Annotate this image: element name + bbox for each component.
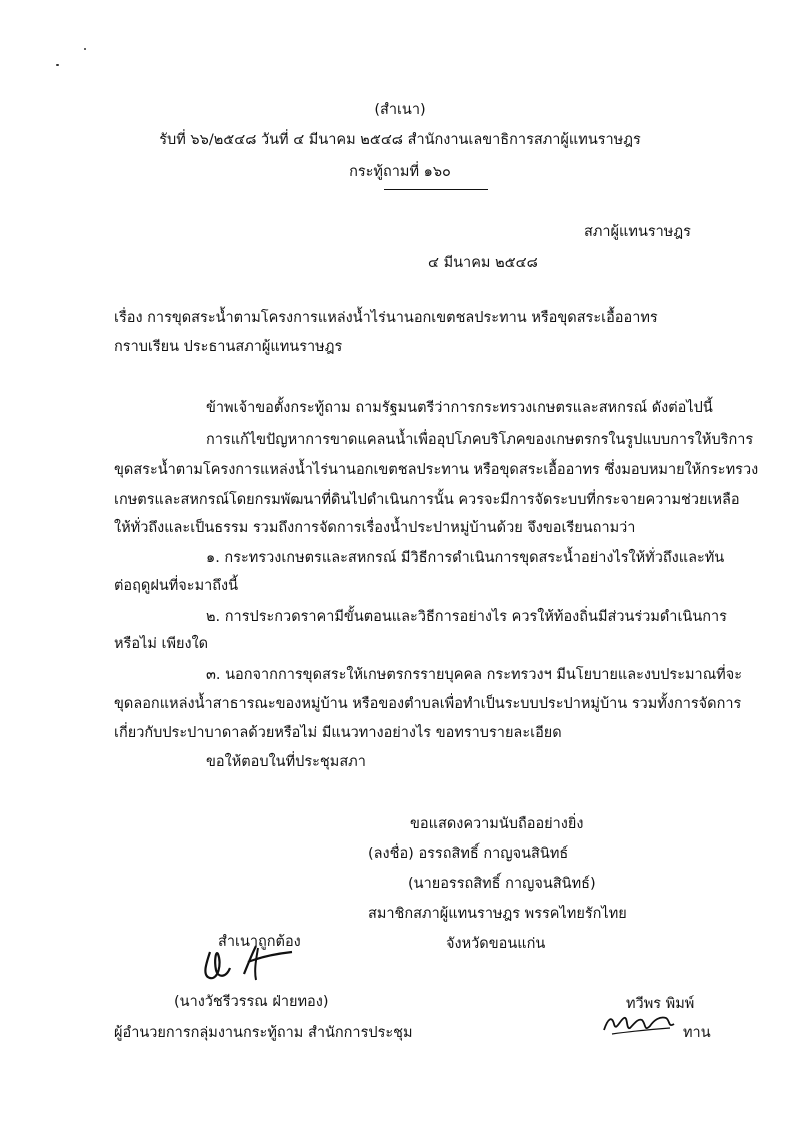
closing-request: ขอให้ตอบในที่ประชุมสภา — [206, 754, 366, 770]
context-line-3: เกษตรและสหกรณ์โดยกรมพัฒนาที่ดินไปดำเนินการนั้น ควรจะมีการจัดระบบที่กระจายความช่วยเหลือ — [114, 492, 740, 508]
typist-name: ทวีพร พิมพ์ — [626, 996, 695, 1012]
checked-label: ทาน — [683, 1025, 711, 1041]
certifier-title: ผู้อำนวยการกลุ่มงานกระทู้ถาม สำนักการประชุม — [114, 1025, 413, 1041]
question-number: กระทู้ถามที่ ๑๖๐ — [349, 164, 451, 180]
question-2-line-1: ๒. การประกวดราคามีขั้นตอนและวิธีการอย่างไร ควรให้ท้องถิ่นมีส่วนร่วมดำเนินการ — [206, 609, 727, 625]
certifier-name: (นางวัชรีวรรณ ฝ่ายทอง) — [174, 994, 329, 1010]
copy-label: (สำเนา) — [374, 102, 426, 118]
intro-paragraph: ข้าพเจ้าขอตั้งกระทู้ถาม ถามรัฐมนตรีว่าการกระทรวงเกษตรและสหกรณ์ ดังต่อไปนี้ — [206, 400, 713, 416]
question-1-line-1: ๑. กระทรวงเกษตรและสหกรณ์ มีวิธีการดำเนินการขุดสระน้ำอย่างไรให้ทั่วถึงและทัน — [206, 550, 725, 566]
scan-speck — [56, 64, 59, 66]
checker-signature — [600, 1010, 680, 1038]
signed-line: (ลงชื่อ) อรรถสิทธิ์ กาญจนสินิทธ์ — [368, 846, 569, 862]
salutation: กราบเรียน ประธานสภาผู้แทนราษฎร — [114, 339, 343, 355]
handwritten-signature — [196, 924, 306, 986]
header-divider — [384, 189, 488, 190]
signer-position: สมาชิกสภาผู้แทนราษฎร พรรคไทยรักไทย — [368, 906, 627, 922]
context-line-2: ขุดสระน้ำตามโครงการแหล่งน้ำไร่นานอกเขตชลประทาน หรือขุดสระเอื้ออาทร ซึ่งมอบหมายให้กระทรวง — [114, 462, 759, 478]
received-line: รับที่ ๖๖/๒๕๔๘ วันที่ ๔ มีนาคม ๒๕๔๘ สำนักงานเลขาธิการสภาผู้แทนราษฎร — [159, 132, 641, 148]
question-1-line-2: ต่อฤดูฝนที่จะมาถึงนี้ — [114, 578, 239, 594]
question-3-line-2: ขุดลอกแหล่งน้ำสาธารณะของหมู่บ้าน หรือของตำบลเพื่อทำเป็นระบบประปาหมู่บ้าน รวมทั้งการจัดการ — [114, 696, 742, 712]
question-2-line-2: หรือไม่ เพียงใด — [114, 636, 209, 652]
scan-speck — [84, 48, 86, 50]
sender-org: สภาผู้แทนราษฎร — [584, 224, 691, 240]
question-3-line-1: ๓. นอกจากการขุดสระให้เกษตรกรรายบุคคล กระทรวงฯ มีนโยบายและงบประมาณที่จะ — [206, 667, 742, 683]
signer-province: จังหวัดขอนแก่น — [446, 936, 546, 952]
question-3-line-3: เกี่ยวกับประปาบาดาลด้วยหรือไม่ มีแนวทางอย่างไร ขอทราบรายละเอียด — [114, 725, 562, 741]
subject-line: เรื่อง การขุดสระน้ำตามโครงการแหล่งน้ำไร่นานอกเขตชลประทาน หรือขุดสระเอื้ออาทร — [114, 310, 658, 326]
context-line-1: การแก้ไขปัญหาการขาดแคลนน้ำเพื่ออุปโภคบริโภคของเกษตรกรในรูปแบบการให้บริการ — [206, 432, 754, 448]
letter-date: ๔ มีนาคม ๒๕๔๘ — [428, 255, 538, 271]
respect-closing: ขอแสดงความนับถืออย่างยิ่ง — [410, 816, 584, 832]
context-line-4: ให้ทั่วถึงและเป็นธรรม รวมถึงการจัดการเรื่องน้ำประปาหมู่บ้านด้วย จึงขอเรียนถามว่า — [114, 520, 636, 536]
certified-copy-label: สำเนาถูกต้อง — [218, 934, 301, 950]
signer-name: (นายอรรถสิทธิ์ กาญจนสินิทธ์) — [408, 876, 596, 892]
